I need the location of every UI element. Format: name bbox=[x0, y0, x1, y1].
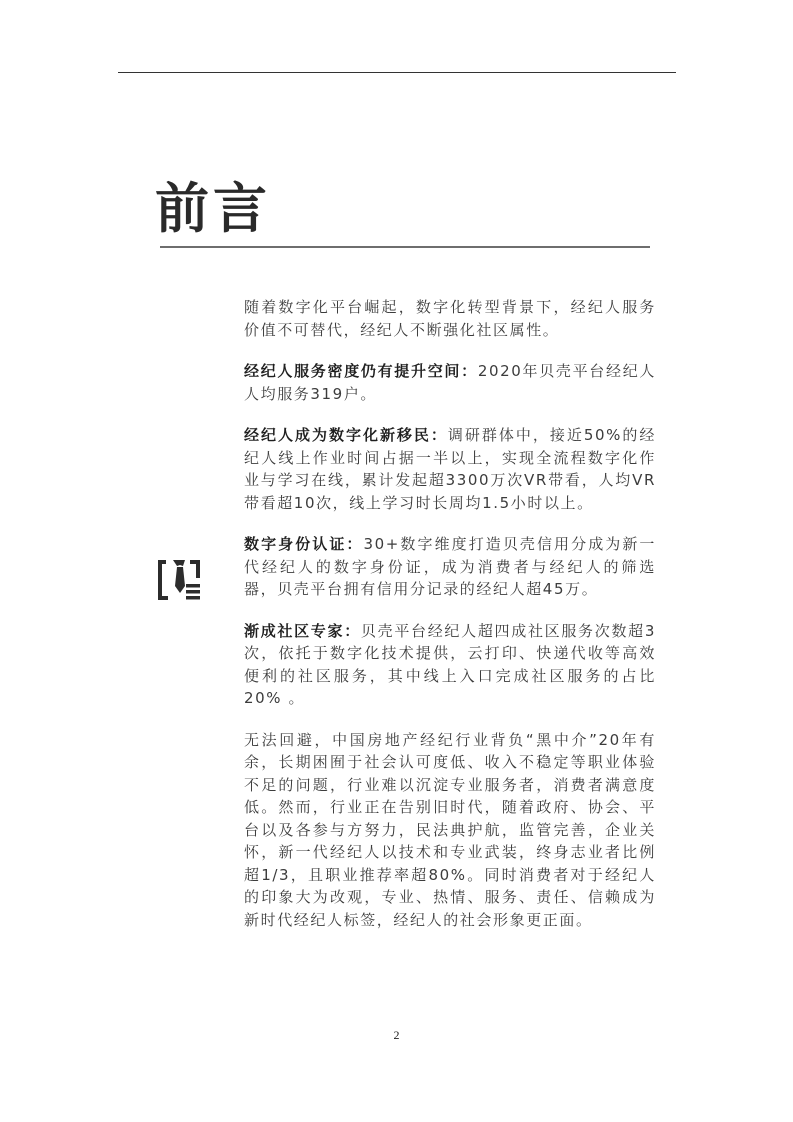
paragraph-intro: 随着数字化平台崛起，数字化转型背景下，经纪人服务价值不可替代，经纪人不断强化社区属性。 bbox=[244, 298, 656, 339]
body-content bbox=[244, 296, 656, 950]
paragraph-text: 30+数字维度打造贝壳信用分成为新一代经纪人的数字身份证，成为消费者与经纪人的筛选器，贝壳平台拥有信用分记录的经纪人超45万。 bbox=[244, 535, 656, 598]
paragraph-text: 无法回避，中国房地产经纪行业背负“黑中介”20年有余，长期困囿于社会认可度低、收入不稳定等职业体验不足的问题，行业难以沉淀专业服务者，消费者满意度低。然而，行业正在告别旧时代，随着政府、协会、平台以及各参与方努力，民法典护航，监管完善，企业关怀，新一代经纪人以技术和专业武装，终身志业者比例超1/3，且职业推荐率超80%。同时消费者对于经纪人的印象大为改观，专业、热情、服务、责任、信赖成为新时代经纪人标签，经纪人的社会形象更正面。 bbox=[244, 730, 656, 929]
paragraph-service-density bbox=[244, 360, 656, 405]
paragraph-digital-identity bbox=[244, 533, 656, 601]
paragraph-lead: 数字身份认证： bbox=[244, 535, 364, 553]
page-title: 前言 bbox=[155, 177, 271, 240]
paragraph-digital-migrants bbox=[244, 424, 656, 514]
id-card-tie-icon bbox=[156, 556, 204, 604]
paragraph-industry-outlook bbox=[244, 729, 656, 932]
paragraph-community-expert bbox=[244, 620, 656, 710]
page-number: 2 bbox=[393, 1028, 400, 1042]
paragraph-lead: 经纪人成为数字化新移民： bbox=[244, 426, 448, 444]
paragraph-lead: 经纪人服务密度仍有提升空间： bbox=[244, 362, 478, 380]
header-rule bbox=[118, 72, 676, 73]
paragraph-lead: 渐成社区专家： bbox=[244, 621, 361, 640]
title-underline bbox=[160, 246, 650, 248]
paragraph-text: 调研群体中，接近50%的经纪人线上作业时间占据一半以上，实现全流程数字化作业与学习在线，累计发起超3300万次VR带看，人均VR带看超10次，线上学习时长周均1.5小时以上。 bbox=[244, 426, 656, 512]
paragraph-text: 2020年贝壳平台经纪人人均服务319户。 bbox=[244, 362, 657, 403]
paragraph-text: 贝壳平台经纪人超四成社区服务次数超3次，依托于数字化技术提供，云打印、快递代收等高效便利的社区服务，其中线上入口完成社区服务的占比20% 。 bbox=[244, 621, 656, 707]
